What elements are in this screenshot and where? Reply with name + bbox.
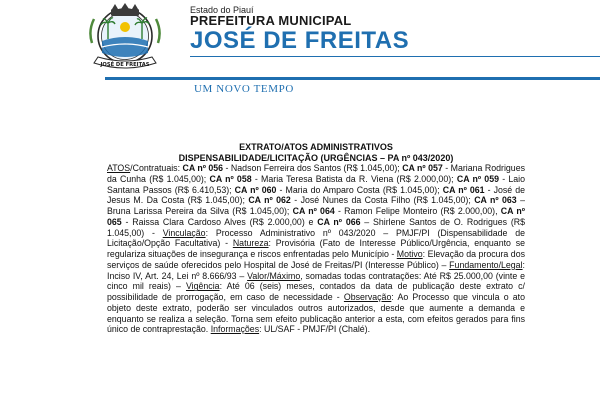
contract-number: CA nº 059: [456, 173, 499, 184]
natureza-text: : Provisória (Fato de Interesse Público/Urgência, enquanto se regulariza situações de insegurança e riscos enfrentadas pelo Município -: [107, 238, 525, 259]
document-subtitle: DISPENSABILIDADE/LICITAÇÃO (URGÊNCIAS – PA nº 043/2020): [178, 152, 454, 163]
valor-text: , somadas todas contratações: Até R$ 25.000,00 (vinte e cinco mil reais) –: [107, 270, 526, 292]
observacao-text: : Ao Processo que vincula o ato objeto deste extrato, poderão ser vinculados outros autorizados, desde que aumente a demanda e enquanto se realiza a seleção. Torna sem efeito publicação anterior a esta, com efeitos gerados para fins único de contraprestação.: [107, 292, 526, 335]
vinculacao-label: Vinculação: [162, 227, 206, 238]
document-title: EXTRATO/ATOS ADMINISTRATIVOS: [239, 142, 393, 152]
fundamento-label: Fundamento/Legal: [449, 259, 523, 270]
contract-detail: - Nadson Ferreira dos Santos (R$ 1.045,00);: [223, 163, 403, 173]
atos-rest: /Contratuais:: [130, 163, 183, 173]
contract-number: CA nº 064: [292, 206, 335, 216]
prefeitura-label: PREFEITURA MUNICIPAL: [190, 13, 352, 28]
contract-number: CA nº 066: [317, 216, 361, 227]
informacoes-text: : UL/SAF - PMJF/PI (Chalé).: [259, 324, 371, 335]
extract-document: [107, 142, 525, 335]
vigencia-text: : Até 06 (seis) meses, contados da data de publicação deste extrato c/ possibilidade de prorrogação, em caso de necessidade -: [107, 281, 525, 302]
contract-number: CA nº 057: [402, 163, 443, 173]
contract-detail: - José de Jesus M. Da Costa (R$ 1.045,00);: [107, 184, 526, 206]
contract-detail: – Bruna Larissa Pereira da Silva (R$ 1.045,00);: [107, 195, 526, 216]
contract-number: CA nº 061: [442, 184, 485, 195]
contract-detail: - Ramon Felipe Monteiro (R$ 2.000,00),: [334, 206, 501, 216]
city-name: JOSÉ DE FREITAS: [190, 27, 410, 54]
valor-label: Valor/Máximo: [247, 270, 301, 281]
svg-text:JOSÉ DE FREITAS: JOSÉ DE FREITAS: [100, 62, 150, 68]
contract-number: CA nº 062: [248, 195, 291, 206]
contract-detail: - José Nunes da Costa Filho (R$ 1.045,00);: [290, 195, 475, 206]
contract-detail: - Laio Santana Passos (R$ 6.410,53);: [107, 173, 526, 195]
contract-number: CA nº 065: [107, 206, 525, 227]
vinculacao-text: : Processo Administrativo nº 043/2020 – PMJF/PI (Dispensabilidade de Licitação/Opção Facultativa) -: [107, 227, 525, 249]
contract-number: CA nº 063: [474, 195, 517, 206]
page-header: [0, 0, 600, 115]
document-paragraph: [107, 163, 525, 335]
contract-number: CA nº 058: [209, 173, 252, 184]
contract-detail: – Shirlene Santos de O. Rodrigues (R$ 1.045,00) -: [107, 216, 525, 238]
atos-label: ATOS: [107, 163, 131, 173]
contract-detail: - Raissa Clara Cardoso Alves (R$ 2.000,00) e: [121, 216, 318, 227]
natureza-label: Natureza: [232, 238, 269, 249]
motivo-text: : Elevação da procura dos serviços de saúde oferecidos pelo Hospital de José de Freitas/PI (Interesse Público) –: [107, 249, 525, 270]
contract-detail: - Maria do Amparo Costa (R$ 1.045,00);: [276, 184, 443, 195]
contract-number: CA nº 060: [234, 184, 277, 195]
header-divider-thick: [105, 77, 600, 80]
vigencia-label: Vigência: [185, 281, 220, 292]
motivo-label: Motivo: [396, 249, 423, 259]
contract-detail: - Mariana Rodrigues da Cunha (R$ 1.045,00);: [107, 163, 525, 184]
contract-number: CA nº 056: [182, 163, 224, 173]
fundamento-text: : Inciso IV, Art. 24, Lei nº 8.666/93 –: [107, 259, 525, 281]
contract-detail: - Maria Teresa Batista da R. Viena (R$ 2.000,00);: [251, 173, 457, 184]
state-label: Estado do Piauí: [190, 5, 254, 15]
header-divider-thin: [190, 56, 600, 57]
slogan: UM NOVO TEMPO: [194, 83, 294, 95]
observacao-label: Observação: [343, 292, 392, 302]
informacoes-label: Informações: [210, 324, 260, 335]
municipal-seal-logo: [86, 3, 164, 75]
